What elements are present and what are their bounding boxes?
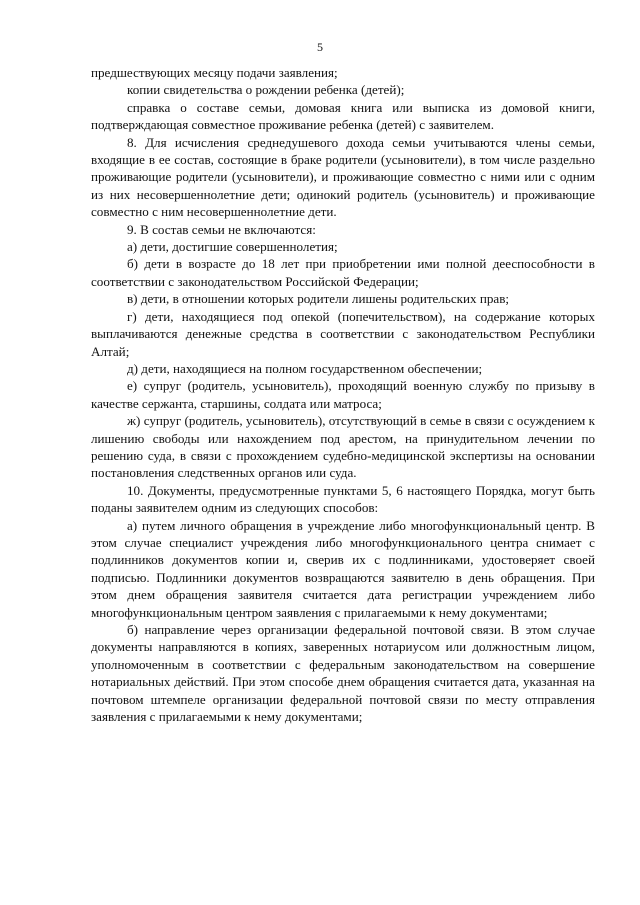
paragraph-item-10a: а) путем личного обращения в учреждение либо многофункциональный центр. В этом случае специалист учреждения либо многофункционального центра снимает с подлинников документов копии и, сверив их с подлинниками, удостоверяет своей подписью. Подлинники документов возвращаются заявителю в день обращения. При этом днем обращения заявителя считается дата регистрации учреждением либо многофункциональным центром заявления с прилагаемыми к нему документами;	[91, 517, 595, 620]
paragraph-item-9zh: ж) супруг (родитель, усыновитель), отсутствующий в семье в связи с осуждением к лишению свободы или нахождением под арестом, на принудительном лечении по решению суда, в связи с прохождением судебно-медицинской экспертизы на основании постановления следственных органов или суда.	[91, 413, 595, 481]
paragraph-item-8: 8. Для исчисления среднедушевого дохода семьи учитываются члены семьи, входящие в ее состав, состоящие в браке родители (усыновители), в том числе раздельно проживающие родители (усыновители), и проживающие совместно с ними или с одним из них несовершеннолетние дети; одинокий родитель (усыновитель) и проживающие совместно с ним несовершеннолетние дети.	[91, 134, 595, 220]
paragraph-item-9a: а) дети, достигшие совершеннолетия;	[127, 239, 338, 255]
document-body	[91, 64, 595, 725]
paragraph-item-9d: д) дети, находящиеся на полном государственном обеспечении;	[127, 360, 483, 376]
paragraph-birth-certificate: копии свидетельства о рождении ребенка (детей);	[127, 82, 405, 98]
paragraph-item-9v: в) дети, в отношении которых родители лишены родительских прав;	[127, 291, 510, 307]
paragraph-continuation: предшествующих месяцу подачи заявления;	[91, 65, 338, 80]
paragraph-item-10: 10. Документы, предусмотренные пунктами 5, 6 настоящего Порядка, могут быть поданы заявителем одним из следующих способов:	[91, 482, 595, 516]
paragraph-item-9e: е) супруг (родитель, усыновитель), проходящий военную службу по призыву в качестве сержанта, старшины, солдата или матроса;	[91, 378, 595, 411]
paragraph-item-9: 9. В состав семьи не включаются:	[127, 221, 316, 237]
paragraph-item-9b: б) дети в возрасте до 18 лет при приобретении ими полной дееспособности в соответствии с законодательством Российской Федерации;	[91, 256, 595, 289]
paragraph-item-9g: г) дети, находящиеся под опекой (попечительством), на содержание которых выплачиваются денежные средства в соответствии с законодательством Республики Алтай;	[91, 308, 595, 359]
paragraph-family-certificate: справка о составе семьи, домовая книга или выписка из домовой книги, подтверждающая совместное проживание ребенка (детей) с заявителем.	[91, 99, 595, 133]
page-number: 5	[317, 40, 323, 54]
paragraph-item-10b: б) направление через организации федеральной почтовой связи. В этом случае документы направляются в копиях, заверенных нотариусом или должностным лицом, уполномоченным в соответствии с федеральным законодательством на совершение нотариальных действий. При этом способе днем обращения считается дата, указанная на почтовом штемпеле организации федеральной почтовой связи по месту отправления заявления с прилагаемыми к нему документами;	[91, 622, 595, 725]
